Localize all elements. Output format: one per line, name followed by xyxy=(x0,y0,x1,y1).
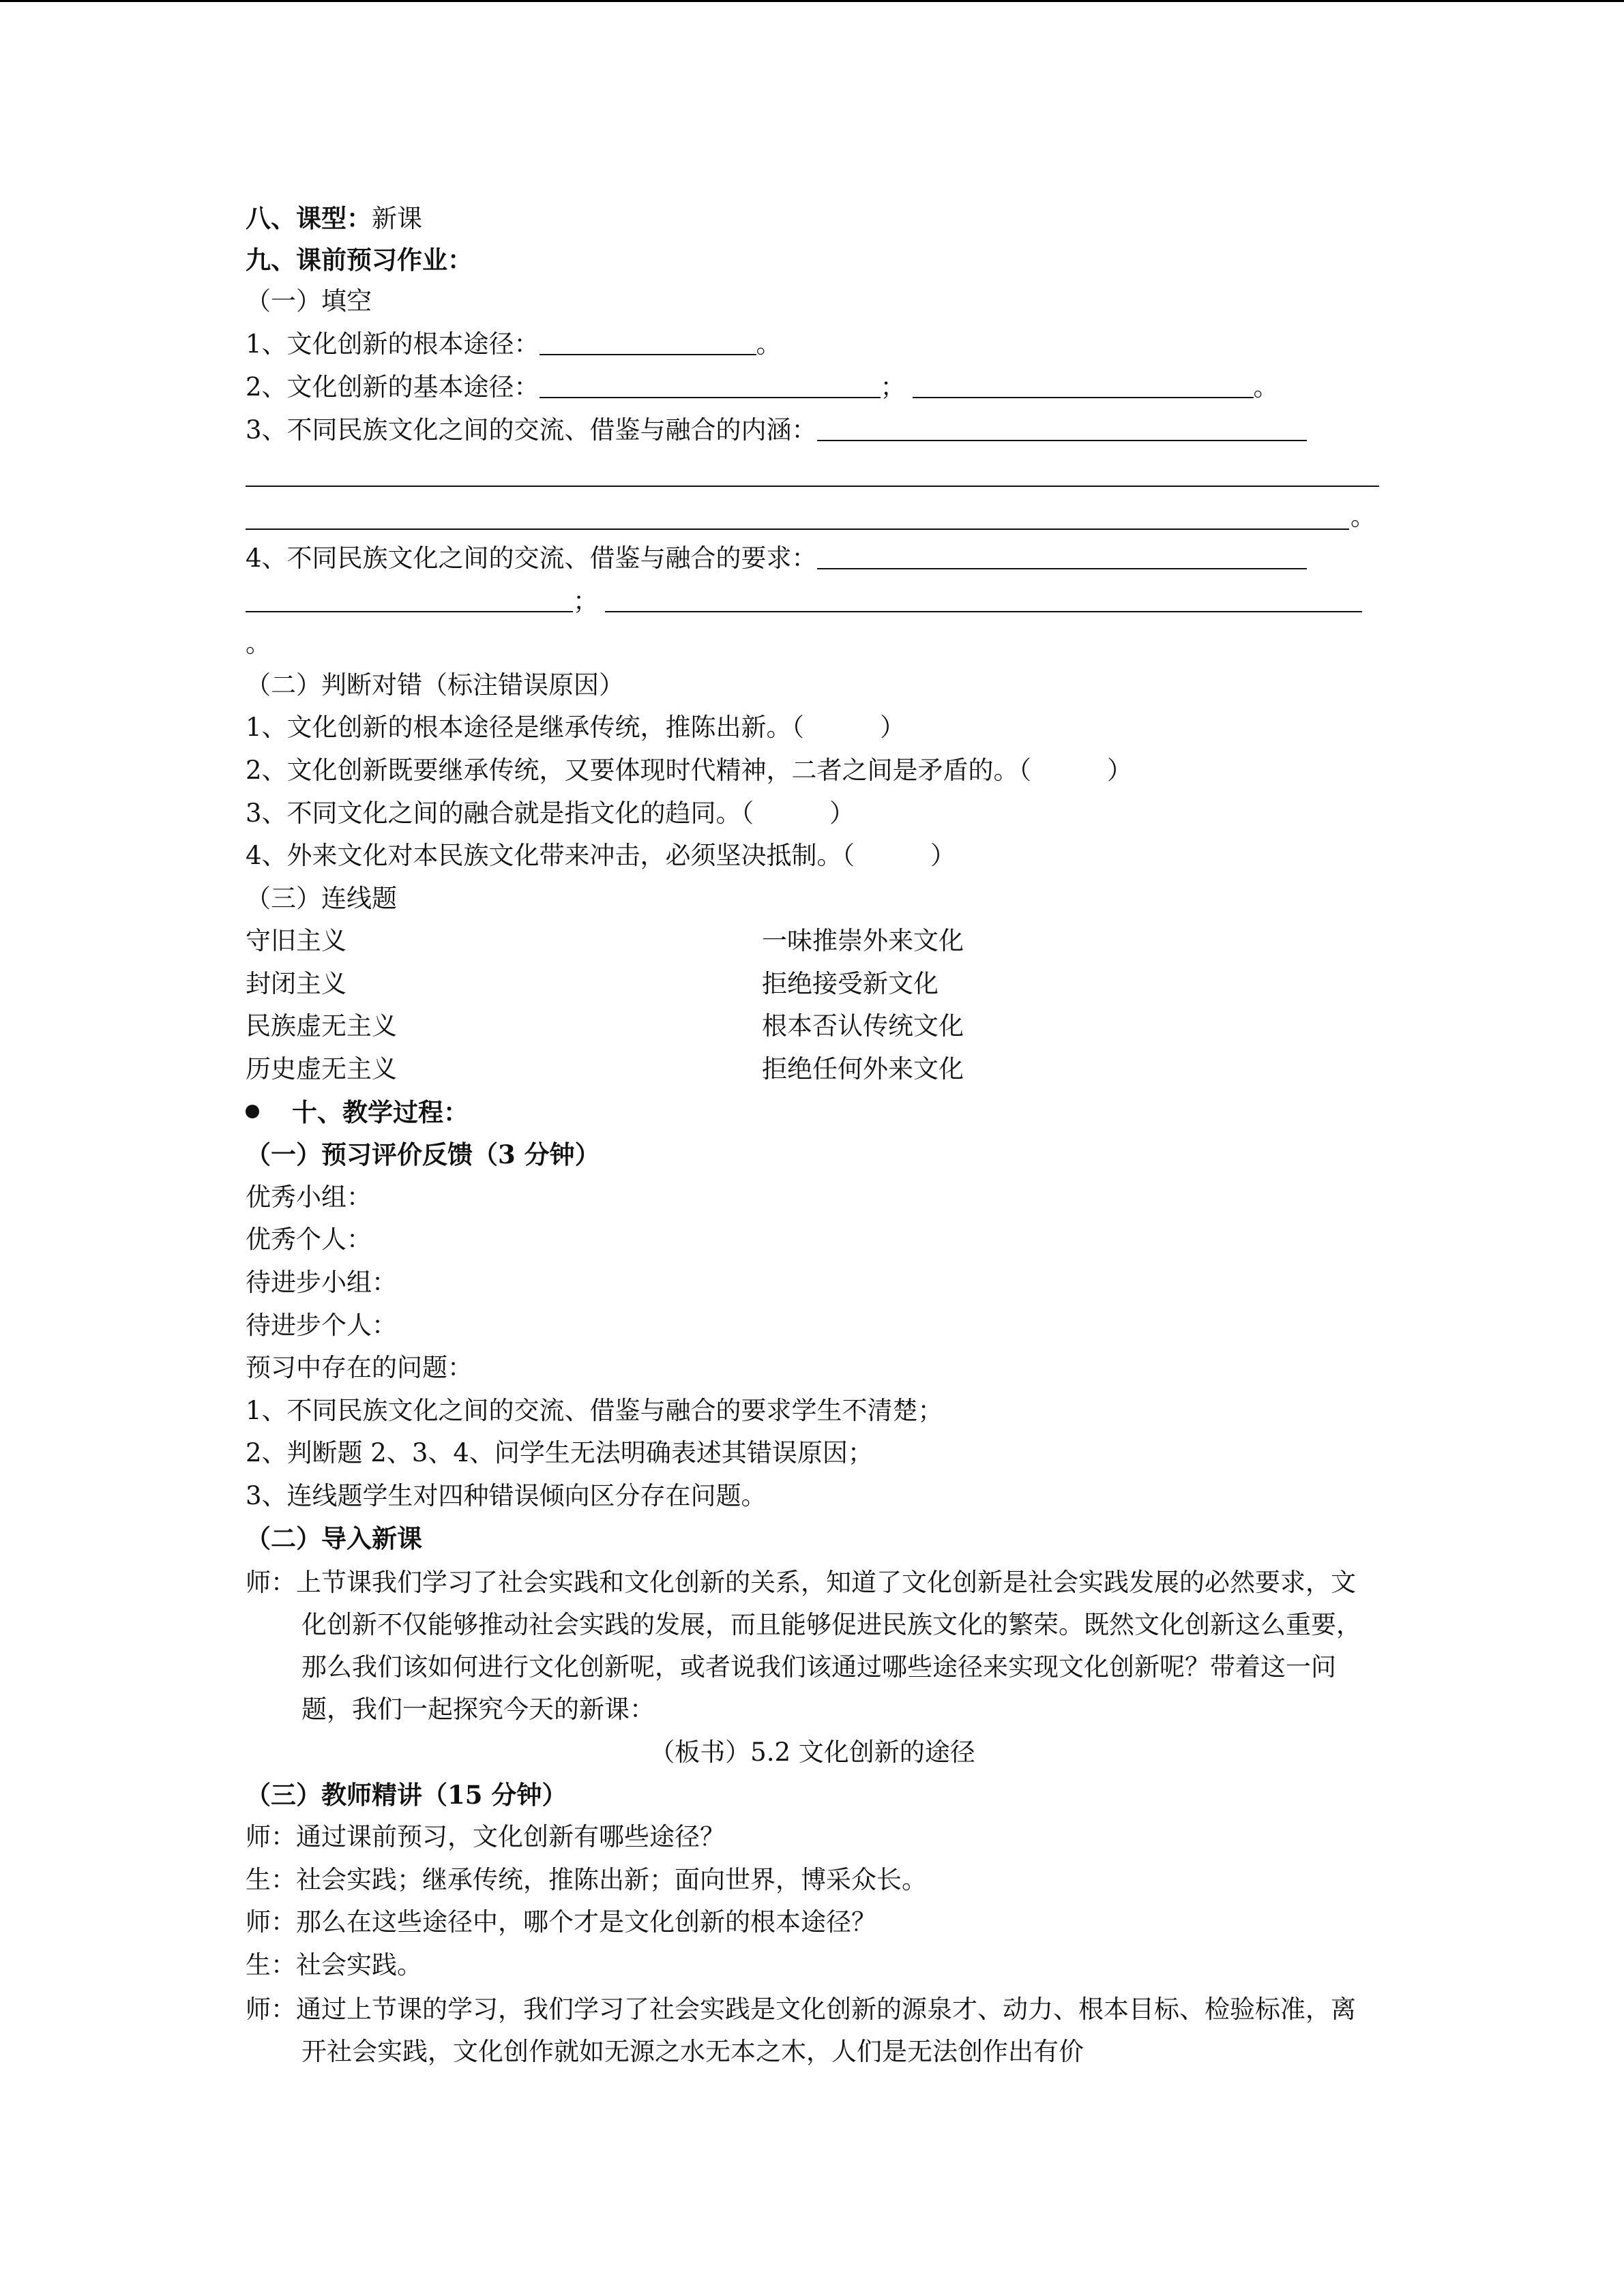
fill-q1-period: 。 xyxy=(756,329,782,359)
match-heading: （三）连线题 xyxy=(246,884,397,913)
fill-q3-text: 3、不同民族文化之间的交流、借鉴与融合的内涵： xyxy=(246,415,817,445)
match-left-3: 民族虚无主义 xyxy=(246,1011,397,1041)
lecture-line-3: 师：那么在这些途径中，哪个才是文化创新的根本途径？ xyxy=(246,1907,876,1937)
fill-q2-blank-2[interactable] xyxy=(913,374,1254,398)
match-left-1: 守旧主义 xyxy=(246,926,346,955)
feedback-line-4: 待进步个人： xyxy=(246,1311,397,1340)
fill-q1 xyxy=(246,329,782,359)
lesson-type-label: 八、课型： xyxy=(246,203,372,233)
fill-q4-period: 。 xyxy=(246,629,271,658)
fill-q4-row2 xyxy=(246,586,1362,616)
feedback-line-2: 优秀个人： xyxy=(246,1225,372,1254)
judge-heading: （二）判断对错（标注错误原因） xyxy=(246,670,624,700)
fill-q4-semicolon: ； xyxy=(573,586,598,616)
judge-item-2: 2、文化创新既要继承传统，又要体现时代精神，二者之间是矛盾的。（ ） xyxy=(246,756,1133,785)
lecture-line-2: 生：社会实践；继承传统，推陈出新；面向世界，博采众长。 xyxy=(246,1865,927,1894)
fill-q4 xyxy=(246,543,1307,573)
fill-q4-blank-1[interactable] xyxy=(817,545,1307,569)
match-right-3: 根本否认传统文化 xyxy=(762,1011,964,1041)
lecture-line-1: 师：通过课前预习，文化创新有哪些途径？ xyxy=(246,1822,725,1851)
fill-q3-period: 。 xyxy=(1350,502,1376,531)
teaching-process-heading xyxy=(246,1097,469,1127)
fill-q1-text: 1、文化创新的根本途径： xyxy=(246,329,540,359)
lesson-type-value: 新课 xyxy=(372,204,422,233)
fill-q3 xyxy=(246,415,1307,445)
fill-q4-blank-2[interactable] xyxy=(246,588,573,612)
fill-q2-period: 。 xyxy=(1253,372,1279,402)
lecture-line-4: 生：社会实践。 xyxy=(246,1950,422,1980)
judge-item-3: 3、不同文化之间的融合就是指文化的趋同。（ ） xyxy=(246,799,855,828)
fill-blank-heading: （一）填空 xyxy=(246,286,372,316)
feedback-line-1: 优秀小组： xyxy=(246,1182,372,1212)
lecture-heading: （三）教师精讲（15 分钟） xyxy=(246,1780,567,1810)
issue-3: 3、连线题学生对四种错误倾向区分存在问题。 xyxy=(246,1481,767,1510)
intro-heading: （二）导入新课 xyxy=(246,1523,422,1553)
lesson-type-line xyxy=(246,203,422,234)
content-column xyxy=(246,0,1379,2296)
fill-q3-blank-1[interactable] xyxy=(817,417,1307,441)
issue-2: 2、判断题 2、3、4、问学生无法明确表述其错误原因； xyxy=(246,1438,873,1467)
fill-q2-blank-1[interactable] xyxy=(540,374,881,398)
intro-paragraph: 师：上节课我们学习了社会实践和文化创新的关系，知道了文化创新是社会实践发展的必然要求，文化创新不仅能够推动社会实践的发展，而且能够促进民族文化的繁荣。既然文化创新这么重要，那么我们该如何进行文化创新呢，或者说我们该通过哪些途径来实现文化创新呢？带着这一问题，我们一起探究今天的新课： xyxy=(246,1568,1361,1724)
feedback-heading: （一）预习评价反馈（3 分钟） xyxy=(246,1139,600,1169)
match-right-2: 拒绝接受新文化 xyxy=(762,969,939,998)
judge-item-4: 4、外来文化对本民族文化带来冲击，必须坚决抵制。（ ） xyxy=(246,841,956,870)
match-right-4: 拒绝任何外来文化 xyxy=(762,1054,964,1084)
fill-q2-text: 2、文化创新的基本途径： xyxy=(246,372,540,402)
fill-q4-text: 4、不同民族文化之间的交流、借鉴与融合的要求： xyxy=(246,543,817,573)
bullet-icon xyxy=(246,1105,259,1118)
match-left-2: 封闭主义 xyxy=(246,969,346,998)
teaching-process-label: 十、教学过程： xyxy=(292,1097,469,1127)
board-title: （板书）5.2 文化创新的途径 xyxy=(649,1738,975,1767)
feedback-line-5: 预习中存在的问题： xyxy=(246,1353,473,1382)
fill-q3-blank-2[interactable] xyxy=(246,486,1379,487)
fill-q2 xyxy=(246,372,1279,402)
fill-q3-blank-3[interactable] xyxy=(246,528,1349,530)
lecture-paragraph: 师：通过上节课的学习，我们学习了社会实践是文化创新的源泉才、动力、根本目标、检验标准，离开社会实践，文化创作就如无源之水无本之木，人们是无法创作出有价 xyxy=(246,1995,1356,2066)
match-right-1: 一味推崇外来文化 xyxy=(762,926,964,955)
preview-homework-heading: 九、课前预习作业： xyxy=(246,245,473,275)
issue-1: 1、不同民族文化之间的交流、借鉴与融合的要求学生不清楚； xyxy=(246,1396,943,1425)
match-left-4: 历史虚无主义 xyxy=(246,1054,397,1084)
judge-item-1: 1、文化创新的根本途径是继承传统，推陈出新。（ ） xyxy=(246,713,906,742)
feedback-line-3: 待进步小组： xyxy=(246,1268,397,1297)
fill-q2-semicolon: ； xyxy=(880,372,906,402)
fill-q1-blank[interactable] xyxy=(540,331,756,355)
fill-q4-blank-3[interactable] xyxy=(605,588,1362,612)
